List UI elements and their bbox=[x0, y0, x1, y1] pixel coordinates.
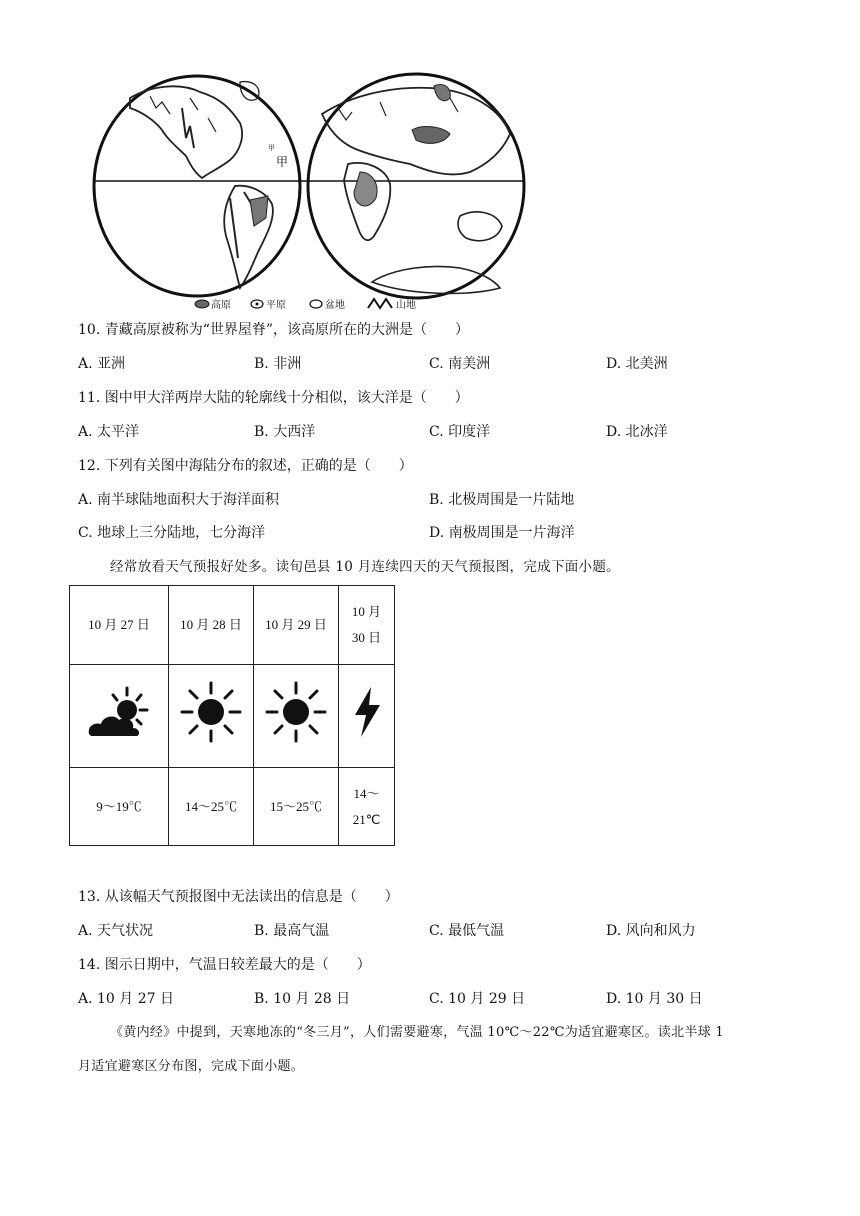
cold-intro-line-1: 《黄内经》中提到，天寒地冻的“冬三月”，人们需要避寒，气温 10℃～22℃为适宜避寒区。读北半球 1 bbox=[110, 1025, 724, 1040]
icon-cell bbox=[339, 665, 395, 768]
q11-option-c: C. 印度洋 bbox=[429, 424, 491, 440]
date-cell bbox=[339, 586, 395, 665]
q14-option-d: D. 10 月 30 日 bbox=[606, 991, 703, 1007]
weather-intro: 经常放看天气预报好处多。读旬邑县 10 月连续四天的天气预报图，完成下面小题。 bbox=[110, 559, 620, 575]
mountain-legend-icon bbox=[368, 299, 392, 308]
q11-option-a: A. 太平洋 bbox=[78, 424, 140, 440]
question-13 bbox=[78, 888, 399, 906]
temp-cell: 9～19℃ bbox=[70, 768, 169, 846]
lightning-icon bbox=[349, 685, 385, 739]
question-number: 11. bbox=[78, 390, 101, 406]
q11-option-b: B. 大西洋 bbox=[254, 424, 316, 440]
temperature-row bbox=[70, 768, 395, 846]
africa-plateau bbox=[354, 172, 377, 206]
q12-option-a: A. 南半球陆地面积大于海洋面积 bbox=[78, 492, 280, 508]
legend-plain: 平原 bbox=[266, 300, 286, 311]
question-number: 10. bbox=[78, 322, 101, 338]
rocky-mountains bbox=[182, 108, 194, 148]
question-stem: 从该幅天气预报图中无法读出的信息是（ ） bbox=[104, 889, 399, 905]
date-cell: 10 月 29 日 bbox=[254, 586, 339, 665]
siberia-plateau bbox=[434, 85, 450, 101]
legend-plateau: 高原 bbox=[211, 300, 231, 311]
q10-option-c: C. 南美洲 bbox=[429, 356, 491, 372]
date-line-1: 10 月 bbox=[351, 604, 382, 619]
q13-option-b: B. 最高气温 bbox=[254, 923, 330, 939]
antarctica-shape bbox=[372, 267, 500, 294]
q14-option-a: A. 10 月 27 日 bbox=[78, 991, 174, 1007]
question-stem: 图示日期中，气温日较差最大的是（ ） bbox=[104, 957, 371, 973]
question-10 bbox=[78, 321, 469, 339]
partly-cloudy-icon bbox=[83, 682, 155, 742]
q11-option-d: D. 北冰洋 bbox=[606, 424, 668, 440]
q12-option-d: D. 南极周围是一片海洋 bbox=[429, 525, 575, 541]
sun-icon bbox=[263, 679, 329, 745]
date-cell: 10 月 28 日 bbox=[169, 586, 254, 665]
temp-line-1: 14～ bbox=[353, 785, 380, 801]
legend-basin: 盆地 bbox=[325, 300, 345, 311]
world-hemispheres-map bbox=[90, 68, 530, 316]
question-11 bbox=[78, 389, 469, 407]
question-stem: 图中甲大洋两岸大陆的轮廓线十分相似，该大洋是（ ） bbox=[104, 390, 469, 406]
q10-option-b: B. 非洲 bbox=[254, 356, 302, 372]
date-row bbox=[70, 586, 395, 665]
question-14 bbox=[78, 956, 371, 974]
sun-icon bbox=[178, 679, 244, 745]
q12-option-c: C. 地球上三分陆地，七分海洋 bbox=[78, 525, 266, 541]
icon-cell bbox=[254, 665, 339, 768]
weather-forecast-table bbox=[69, 585, 395, 846]
plateau-legend-icon bbox=[195, 300, 209, 308]
q10-option-a: A. 亚洲 bbox=[78, 356, 126, 372]
basin-legend-icon bbox=[310, 300, 322, 308]
tibet-plateau bbox=[412, 127, 450, 144]
icon-cell bbox=[169, 665, 254, 768]
q12-option-b: B. 北极周围是一片陆地 bbox=[429, 492, 575, 508]
map-legend bbox=[195, 298, 416, 311]
brazil-plateau bbox=[250, 196, 268, 226]
legend-mountain: 山地 bbox=[396, 300, 416, 311]
temp-cell bbox=[339, 768, 395, 846]
question-number: 13. bbox=[78, 889, 101, 905]
question-stem: 青藏高原被称为“世界屋脊”，该高原所在的大洲是（ ） bbox=[104, 322, 470, 338]
label-jia-text: 甲 bbox=[276, 155, 289, 169]
temp-cell: 14～25℃ bbox=[169, 768, 254, 846]
q14-option-c: C. 10 月 29 日 bbox=[429, 991, 526, 1007]
q13-option-c: C. 最低气温 bbox=[429, 923, 505, 939]
svg-text:甲: 甲 bbox=[268, 144, 275, 152]
q13-option-d: D. 风向和风力 bbox=[606, 923, 696, 939]
date-line-2: 30 日 bbox=[351, 630, 382, 645]
eastern-hemisphere bbox=[308, 74, 524, 298]
q10-option-d: D. 北美洲 bbox=[606, 356, 668, 372]
australia-shape bbox=[458, 212, 502, 241]
icon-cell bbox=[70, 665, 169, 768]
label-jia bbox=[268, 144, 288, 169]
q13-option-a: A. 天气状况 bbox=[78, 923, 154, 939]
icon-row bbox=[70, 665, 395, 768]
question-number: 12. bbox=[78, 458, 101, 474]
question-12 bbox=[78, 457, 413, 475]
cold-intro-line-2: 月适宜避寒区分布图，完成下面小题。 bbox=[78, 1059, 305, 1074]
date-cell: 10 月 27 日 bbox=[70, 586, 169, 665]
question-stem: 下列有关图中海陆分布的叙述，正确的是（ ） bbox=[104, 458, 413, 474]
q14-option-b: B. 10 月 28 日 bbox=[254, 991, 351, 1007]
temp-line-2: 21℃ bbox=[352, 811, 381, 827]
temp-cell: 15～25℃ bbox=[254, 768, 339, 846]
question-number: 14. bbox=[78, 957, 101, 973]
